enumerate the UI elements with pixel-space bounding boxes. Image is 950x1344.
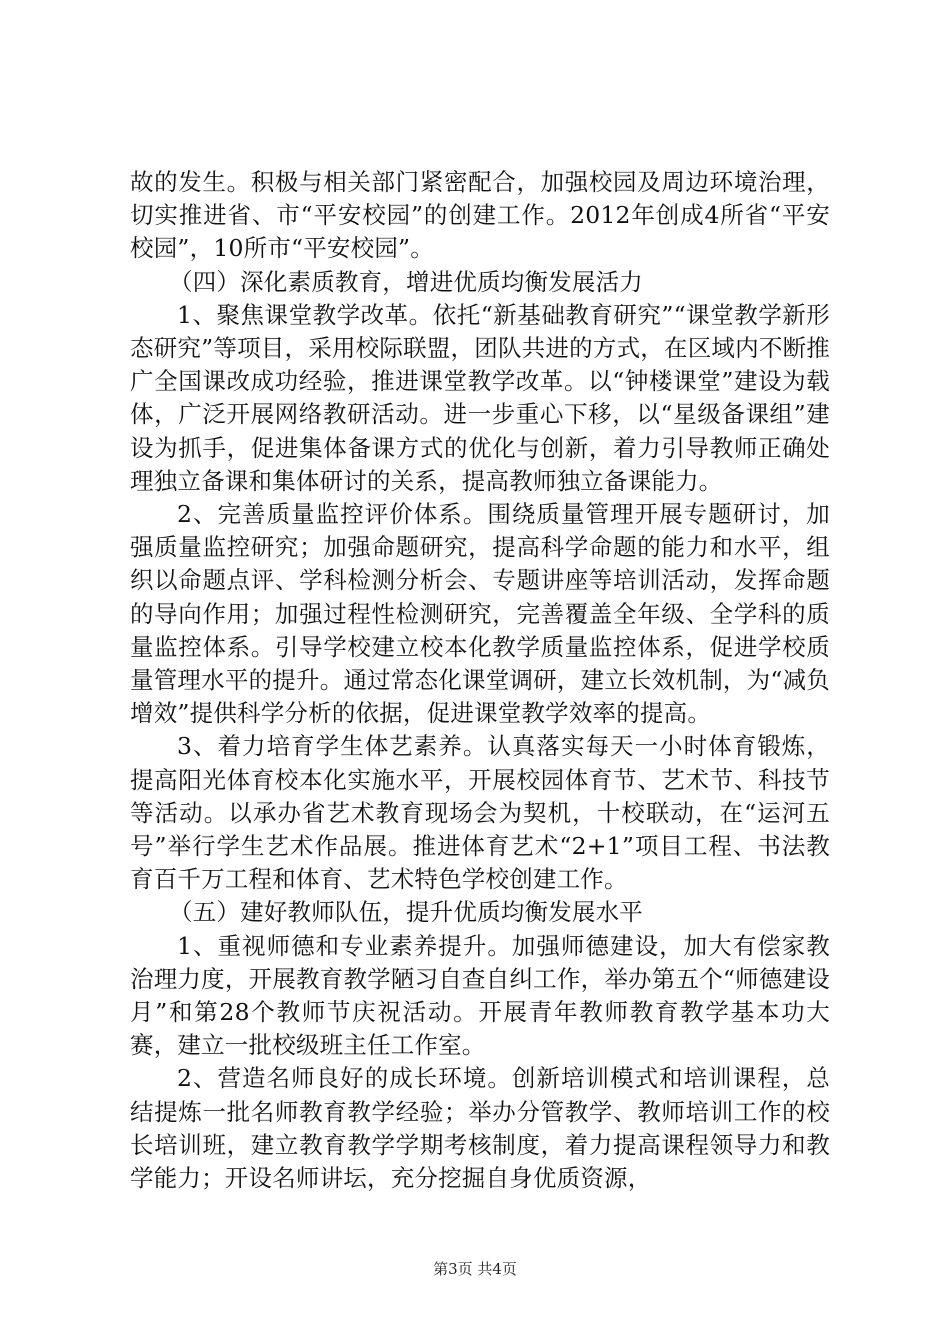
section-heading-five: （五）建好教师队伍，提升优质均衡发展水平 bbox=[169, 898, 643, 927]
paragraph-quality-monitoring: 2、完善质量监控评价体系。围绕质量管理开展专题研讨，加强质量监控研究；加强命题研究，提高科学命题的能力和水平，组织以命题点评、学科检测分析会、专题讲座等培训活动，发挥命题的导向作用；加强过程性检测研究，完善覆盖全年级、全学科的质量监控体系。引导学校建立校本化教学质量监控体系，促进学校质量管理水平的提升。通过常态化课堂调研，建立长效机制，为“减负增效”提供科学分析的依据，促进课堂教学效率的提高。 bbox=[130, 500, 830, 728]
paragraph-teacher-ethics: 1、重视师德和专业素养提升。加强师德建设，加大有偿家教治理力度，开展教育教学陋习自查自纠工作，举办第五个“师德建设月”和第28个教师节庆祝活动。开展青年教师教育教学基本功大赛，建立一批校级班主任工作室。 bbox=[130, 931, 830, 1060]
page-footer: 第3页 共4页 bbox=[433, 1260, 517, 1278]
paragraph-continuation: 故的发生。积极与相关部门紧密配合，加强校园及周边环境治理，切实推进省、市“平安校园”的创建工作。2012年创成4所省“平安校园”，10所市“平安校园”。 bbox=[130, 168, 830, 263]
section-heading-four: （四）深化素质教育，增进优质均衡发展活力 bbox=[169, 267, 643, 296]
paragraph-sports-arts: 3、着力培育学生体艺素养。认真落实每天一小时体育锻炼，提高阳光体育校本化实施水平，开展校园体育节、艺术节、科技节等活动。以承办省艺术教育现场会为契机，十校联动，在“运河五号”举行学生艺术作品展。推进体育艺术“2+1”项目工程、书法教育百千万工程和体育、艺术特色学校创建工作。 bbox=[130, 732, 830, 894]
paragraph-famous-teachers: 2、营造名师良好的成长环境。创新培训模式和培训课程，总结提炼一批名师教育教学经验；举办分管教学、教师培训工作的校长培训班，建立教育教学学期考核制度，着力提高课程领导力和教学能力；开设名师讲坛，充分挖掘自身优质资源， bbox=[130, 1064, 830, 1193]
paragraph-classroom-reform: 1、聚焦课堂教学改革。依托“新基础教育研究”“课堂教学新形态研究”等项目，采用校际联盟，团队共进的方式，在区域内不断推广全国课改成功经验，推进课堂教学改革。以“钟楼课堂”建设为载体，广泛开展网络教研活动。进一步重心下移，以“星级备课组”建设为抓手，促进集体备课方式的优化与创新，着力引导教师正确处理独立备课和集体研讨的关系，提高教师独立备课能力。 bbox=[130, 300, 830, 495]
document-body bbox=[130, 166, 830, 1195]
